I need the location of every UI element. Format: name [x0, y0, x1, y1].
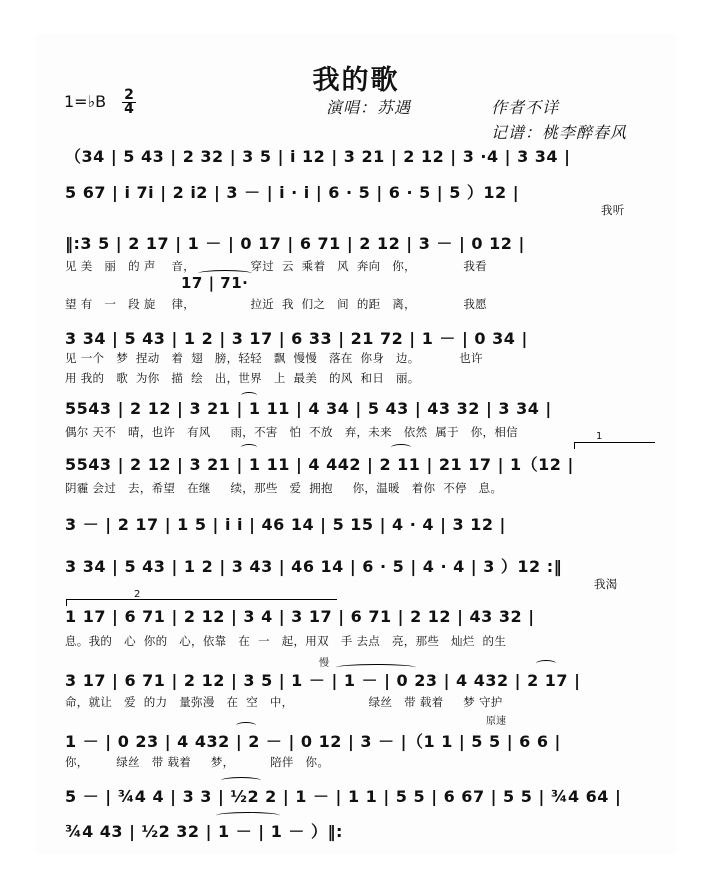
lyric-line-5: 用 我的 歌 为你 描 绘 出，世界 上 最美 的风 和日 丽。	[65, 371, 420, 385]
lyric-line-4: 见 一个 梦 捏动 着 翅 膀，轻轻 飘 慢慢 落在 你身 边。 也许	[65, 351, 483, 365]
lyric-line-8: 我渴	[594, 577, 618, 591]
second-ending-number: 2	[134, 589, 141, 600]
lyric-line-1: 我听	[601, 203, 625, 217]
meter-bottom: 4	[122, 102, 136, 116]
tempo-slow-mark: 慢	[319, 658, 329, 669]
tie	[241, 444, 257, 451]
slur	[216, 812, 280, 819]
tie	[241, 392, 257, 399]
score-row-7: 3 － | 2 17 | 1 5 | i i | 46 14 | 5 15 | 4 · 4 | 3 12 |	[65, 515, 506, 534]
score-page	[36, 34, 676, 854]
tie	[236, 722, 256, 729]
score-row-12: 5 － | ¾4 4 | 3 3 | ½2 2 | 1 － | 1 1 | 5 5 | 6 67 | 5 5 | ¾4 64 |	[65, 787, 622, 806]
score-row-11: 1 － | 0 23 | 4 432 | 2 － | 0 12 | 3 － |（1 1 | 5 5 | 6 6 |	[65, 732, 561, 751]
score-row-9: 1 17 | 6 71 | 2 12 | 3 4 | 3 17 | 6 71 | 2 12 | 43 32 |	[65, 607, 535, 626]
score-row-10: 3 17 | 6 71 | 2 12 | 3 5 | 1 － | 1 － | 0 23 | 4 432 | 2 17 |	[65, 671, 581, 690]
score-row-6: 5543 | 2 12 | 3 21 | 1 11 | 4 442 | 2 11 | 21 17 | 1（12 |	[65, 455, 574, 474]
lyric-line-11: 你， 绿丝 带 载着 梦， 陪伴 你。	[65, 755, 330, 769]
lyric-line-3: 望 有 一 段 旋 律， 拉近 我 们之 间 的距 离， 我愿	[65, 297, 487, 311]
first-ending-number: 1	[596, 431, 603, 442]
tempo-original-mark: 原速	[486, 716, 506, 727]
author: 作者不详	[491, 98, 560, 117]
first-ending-bracket	[574, 442, 655, 449]
key-signature: 1=♭B	[64, 92, 107, 111]
tie	[536, 660, 556, 667]
time-signature	[122, 89, 136, 116]
lyric-line-10: 命，就让 爱 的力 量弥漫 在 空 中， 绿丝 带 载着 梦 守护	[65, 695, 503, 709]
score-row-2: 5 67 | i 7i | 2 i2 | 3 － | i · i | 6 · 5 | 6 · 5 | 5 ）12 |	[65, 183, 520, 202]
notation-credit: 记谱：桃李醉春风	[491, 123, 628, 142]
score-row-3: ‖:3 5 | 2 17 | 1 － | 0 17 | 6 71 | 2 12 | 3 － | 0 12 |	[65, 234, 525, 253]
score-row-1: （34 | 5 43 | 2 32 | 3 5 | i 12 | 3 21 | 2 12 | 3 ·4 | 3 34 |	[65, 147, 571, 166]
second-ending-bracket	[66, 599, 337, 606]
lyric-line-7: 阴霾 会过 去，希望 在继 续，那些 爱 拥抱 你，温暖 着你 不停 息。	[65, 481, 503, 495]
lyric-line-2: 见 美 丽 的 声 音， 穿过 云 乘着 风 奔向 你， 我看	[65, 259, 487, 273]
tie	[391, 444, 411, 451]
slur	[221, 777, 261, 784]
singer: 演唱：苏遇	[326, 98, 412, 117]
meter-top: 2	[124, 87, 134, 103]
score-row-8: 3 34 | 5 43 | 1 2 | 3 43 | 46 14 | 6 · 5 | 4 · 4 | 3 ）12 :‖	[65, 557, 563, 576]
score-row-ornament: 17 | 71·	[181, 274, 249, 292]
song-title: 我的歌	[312, 65, 400, 96]
lyric-line-6: 偶尔 天不 晴，也许 有风 雨，不害 怕 不放 弃，未来 依然 属于 你，相信	[65, 425, 518, 439]
score-row-5: 5543 | 2 12 | 3 21 | 1 11 | 4 34 | 5 43 | 43 32 | 3 34 |	[65, 399, 552, 418]
score-row-13: ¾4 43 | ½2 32 | 1 － | 1 － ）‖:	[65, 822, 343, 841]
lyric-line-9: 息。我的 心 你的 心，依靠 在 一 起，用双 手 去点 亮，那些 灿烂 的生	[65, 634, 507, 648]
score-row-4: 3 34 | 5 43 | 1 2 | 3 17 | 6 33 | 21 72 | 1 － | 0 34 |	[65, 329, 528, 348]
